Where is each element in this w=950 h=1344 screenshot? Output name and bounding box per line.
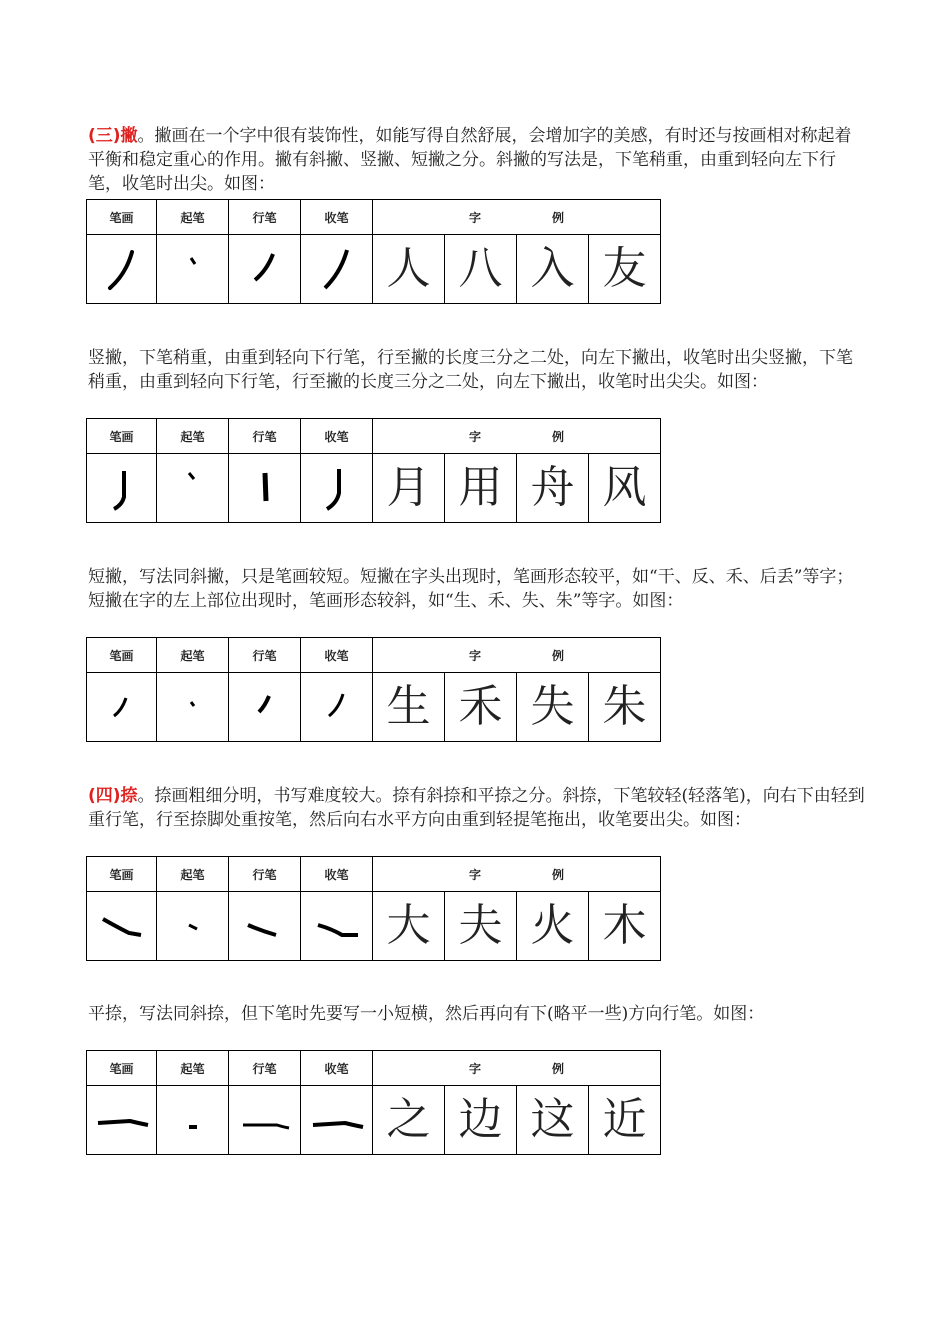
stroke-table-3 <box>86 637 661 742</box>
paragraph-text: 竖撇，下笔稍重，由重到轻向下行笔，行至撇的长度三分之二处，向左下撇出，收笔时出尖竖撇，下笔稍重，由重到轻向下行笔，行至撇的长度三分之二处，向左下撇出，收笔时出尖尖。如图： <box>88 348 853 392</box>
header-stroke: 笔画 <box>87 419 157 454</box>
section-2-paragraph <box>88 346 868 394</box>
stroke-start-glyph <box>157 235 229 304</box>
header-examples: 字 例 <box>373 857 661 892</box>
paragraph-text: 短撇，写法同斜撇，只是笔画较短。短撇在字头出现时，笔画形态较平，如“干、反、禾、后丢”等字；短撇在字的左上部位出现时，笔画形态较斜，如“生、禾、失、朱”等字。如图： <box>88 567 854 611</box>
example-char: 火 <box>517 892 589 961</box>
section-4-paragraph <box>88 784 868 832</box>
section-5-paragraph <box>88 1002 868 1026</box>
stroke-end-glyph <box>301 673 373 742</box>
stroke-move-glyph <box>229 235 301 304</box>
paragraph-text: 。捺画粗细分明，书写难度较大。捺有斜捺和平捺之分。斜捺，下笔较轻(轻落笔)，向右下由轻到重行笔，行至捺脚处重按笔，然后向右水平方向由重到轻提笔拖出，收笔要出尖。如图： <box>88 786 865 830</box>
header-start: 起笔 <box>157 638 229 673</box>
header-start: 起笔 <box>157 419 229 454</box>
example-char: 之 <box>373 1086 445 1155</box>
section-3-paragraph <box>88 565 868 613</box>
stroke-glyph <box>87 454 157 523</box>
stroke-move-glyph <box>229 673 301 742</box>
header-examples: 字 例 <box>373 638 661 673</box>
stroke-table-4 <box>86 856 661 961</box>
header-examples: 字 例 <box>373 419 661 454</box>
example-char: 禾 <box>445 673 517 742</box>
stroke-glyph <box>87 235 157 304</box>
header-stroke: 笔画 <box>87 857 157 892</box>
stroke-move-glyph <box>229 454 301 523</box>
stroke-glyph <box>87 1086 157 1155</box>
header-examples: 字 例 <box>373 200 661 235</box>
example-char: 朱 <box>589 673 661 742</box>
section-heading: (四)捺 <box>88 786 138 806</box>
stroke-table-1 <box>86 199 661 304</box>
example-char: 月 <box>373 454 445 523</box>
header-end: 收笔 <box>301 638 373 673</box>
stroke-table-5 <box>86 1050 661 1155</box>
stroke-start-glyph <box>157 892 229 961</box>
section-1-paragraph <box>88 124 868 196</box>
example-char: 夫 <box>445 892 517 961</box>
example-char: 这 <box>517 1086 589 1155</box>
header-examples: 字 例 <box>373 1051 661 1086</box>
header-move: 行笔 <box>229 638 301 673</box>
example-char: 友 <box>589 235 661 304</box>
stroke-end-glyph <box>301 1086 373 1155</box>
header-move: 行笔 <box>229 419 301 454</box>
section-heading: (三)撇 <box>88 126 138 146</box>
header-move: 行笔 <box>229 1051 301 1086</box>
stroke-end-glyph <box>301 235 373 304</box>
header-end: 收笔 <box>301 857 373 892</box>
paragraph-text: 平捺，写法同斜捺，但下笔时先要写一小短横，然后再向有下(略平一些)方向行笔。如图： <box>88 1004 765 1024</box>
stroke-end-glyph <box>301 454 373 523</box>
stroke-end-glyph <box>301 892 373 961</box>
header-stroke: 笔画 <box>87 1051 157 1086</box>
example-char: 边 <box>445 1086 517 1155</box>
example-char: 木 <box>589 892 661 961</box>
header-end: 收笔 <box>301 1051 373 1086</box>
example-char: 风 <box>589 454 661 523</box>
stroke-start-glyph <box>157 1086 229 1155</box>
stroke-start-glyph <box>157 454 229 523</box>
header-end: 收笔 <box>301 419 373 454</box>
example-char: 人 <box>373 235 445 304</box>
example-char: 入 <box>517 235 589 304</box>
example-char: 用 <box>445 454 517 523</box>
paragraph-text: 。撇画在一个字中很有装饰性，如能写得自然舒展，会增加字的美感，有时还与按画相对称起着平衡和稳定重心的作用。撇有斜撇、竖撇、短撇之分。斜撇的写法是，下笔稍重，由重到轻向左下行笔，收笔时出尖。如图： <box>88 126 852 194</box>
example-char: 大 <box>373 892 445 961</box>
header-move: 行笔 <box>229 200 301 235</box>
example-char: 生 <box>373 673 445 742</box>
stroke-start-glyph <box>157 673 229 742</box>
header-stroke: 笔画 <box>87 638 157 673</box>
header-start: 起笔 <box>157 200 229 235</box>
stroke-glyph <box>87 673 157 742</box>
stroke-move-glyph <box>229 1086 301 1155</box>
header-stroke: 笔画 <box>87 200 157 235</box>
example-char: 舟 <box>517 454 589 523</box>
example-char: 八 <box>445 235 517 304</box>
header-end: 收笔 <box>301 200 373 235</box>
example-char: 失 <box>517 673 589 742</box>
header-start: 起笔 <box>157 857 229 892</box>
stroke-table-2 <box>86 418 661 523</box>
example-char: 近 <box>589 1086 661 1155</box>
stroke-glyph <box>87 892 157 961</box>
stroke-move-glyph <box>229 892 301 961</box>
header-start: 起笔 <box>157 1051 229 1086</box>
header-move: 行笔 <box>229 857 301 892</box>
